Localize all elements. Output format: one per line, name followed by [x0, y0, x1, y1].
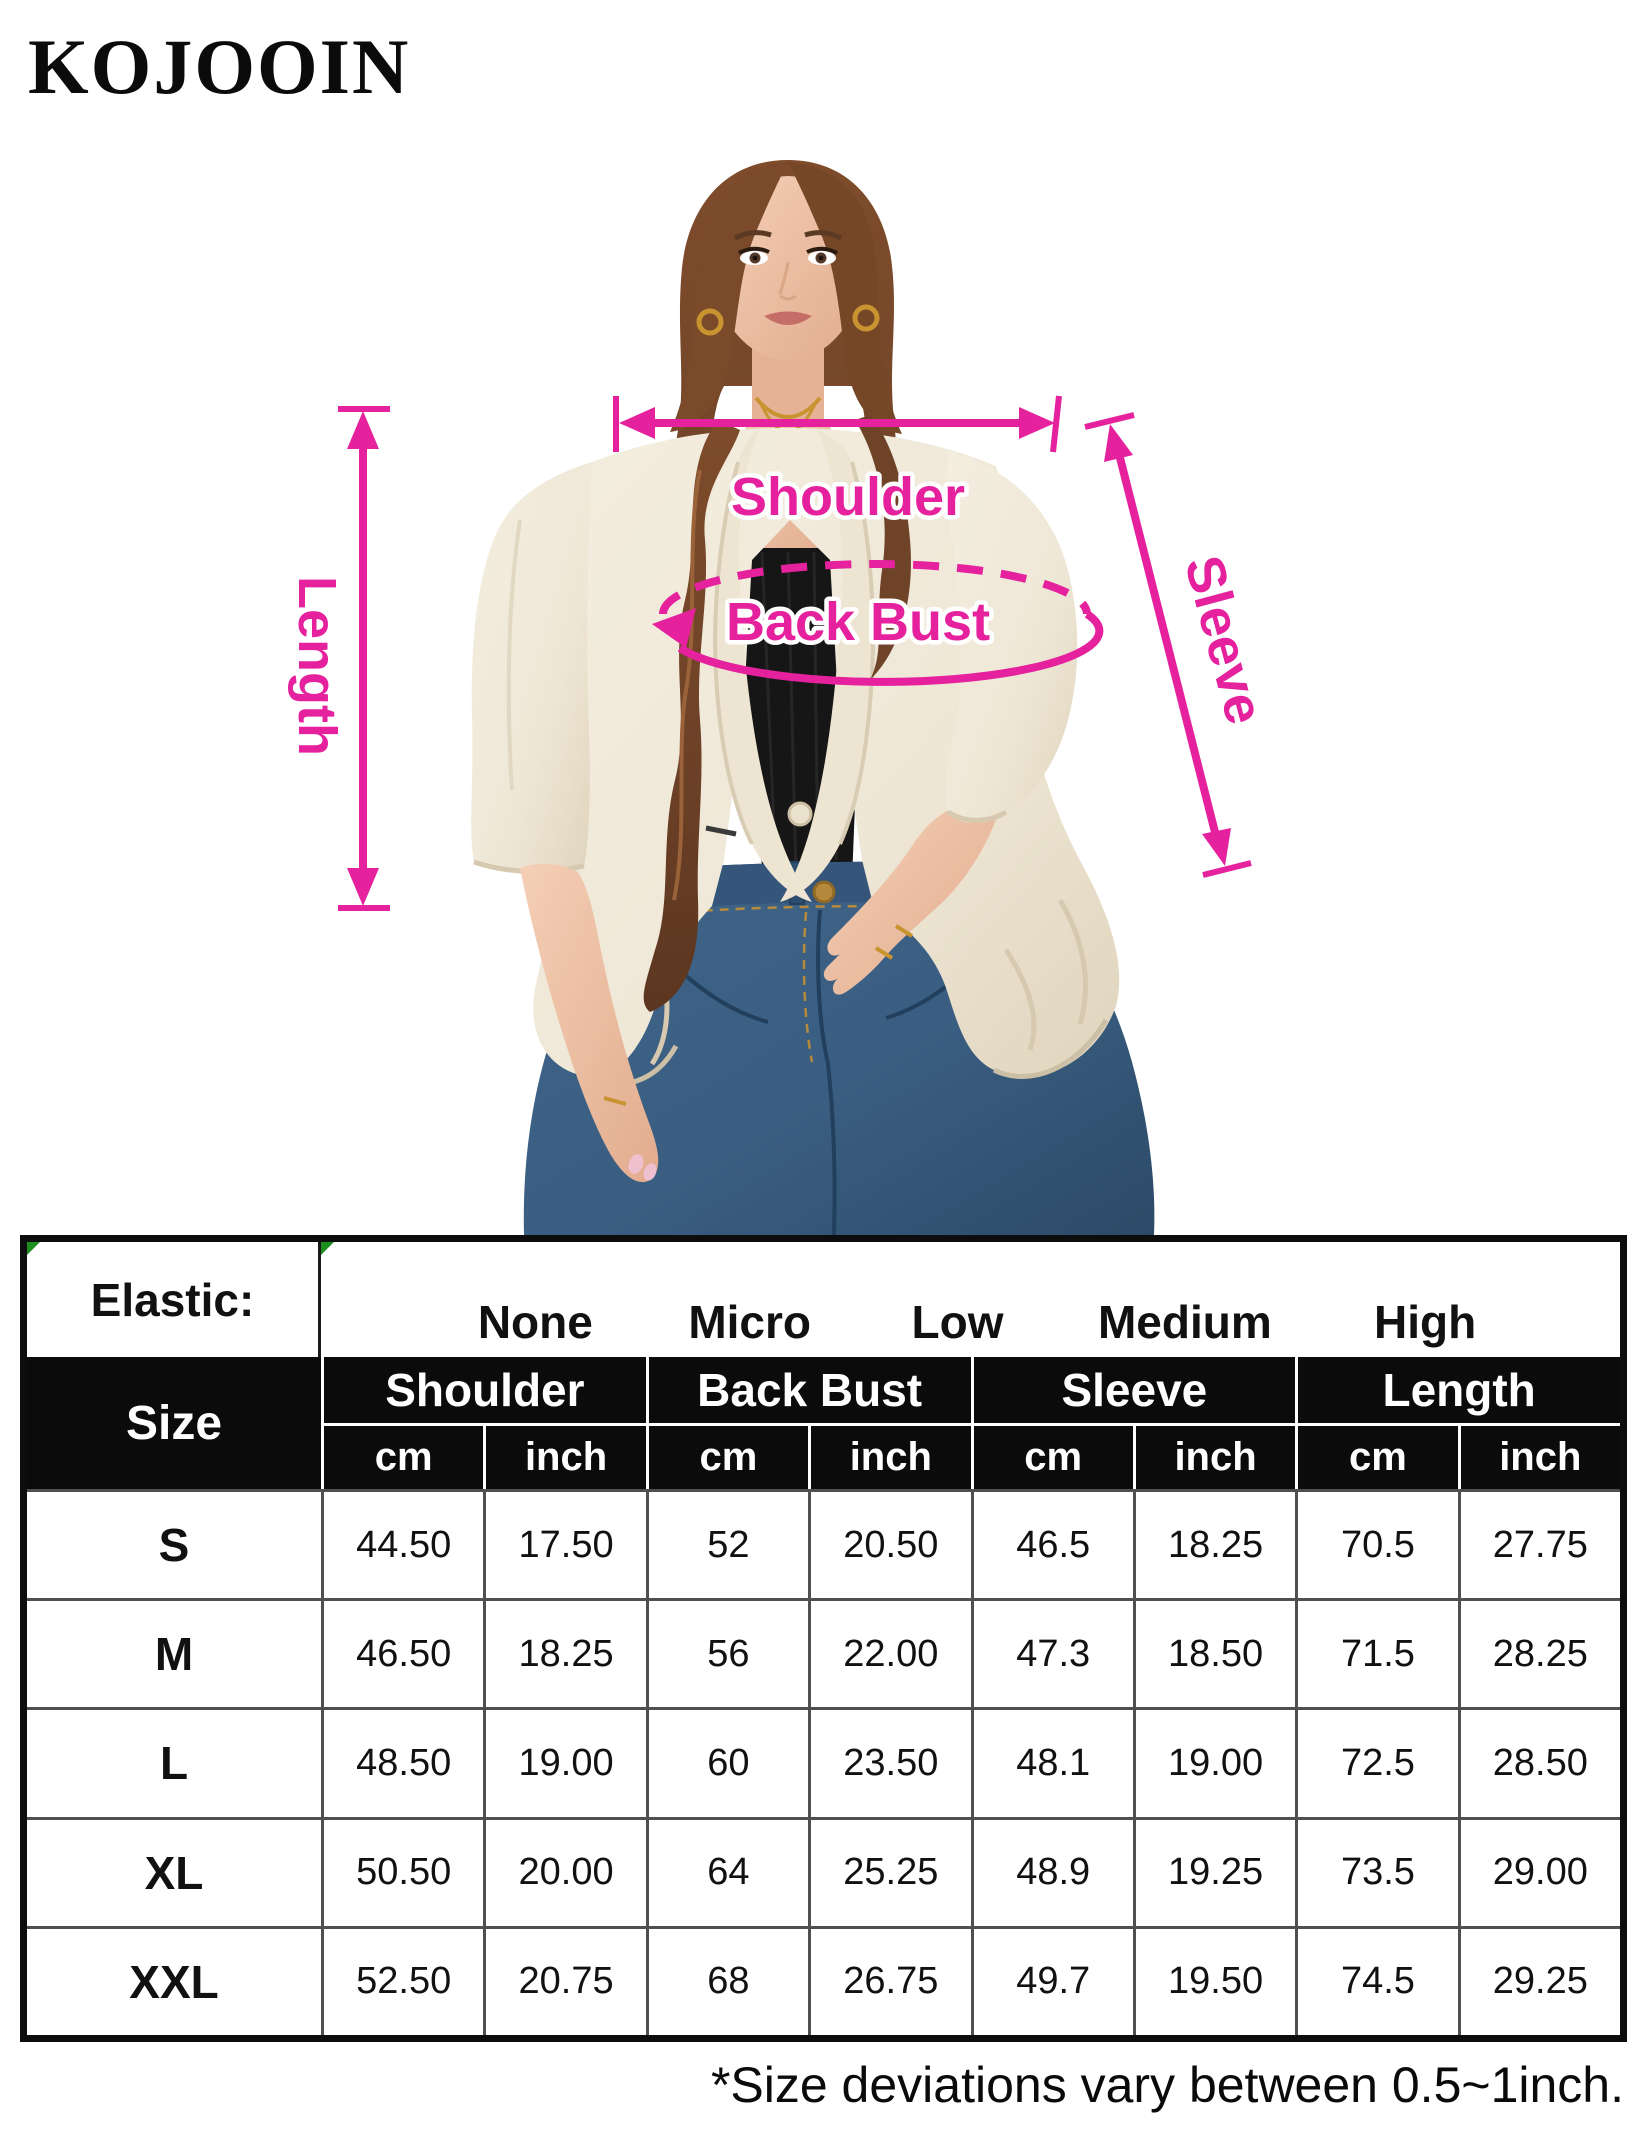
value-cell: 20.75: [483, 1926, 645, 2035]
value-cell: 28.50: [1458, 1707, 1620, 1816]
group-header-back-bust: Back Bust: [646, 1357, 971, 1423]
blazer-button: [789, 803, 811, 825]
value-cell: 25.25: [808, 1817, 970, 1926]
value-cell: 74.5: [1295, 1926, 1457, 2035]
value-cell: 48.1: [971, 1707, 1133, 1816]
elastic-label: [27, 1242, 321, 1357]
value-cell: 50.50: [321, 1817, 483, 1926]
value-cell: 60: [646, 1707, 808, 1816]
value-cell: 44.50: [321, 1489, 483, 1598]
shoulder-label: Shoulder: [730, 467, 966, 527]
elastic-scale: [321, 1242, 1620, 1357]
unit-header-cm: cm: [646, 1423, 808, 1489]
value-cell: 68: [646, 1926, 808, 2035]
value-cell: 27.75: [1458, 1489, 1620, 1598]
size-cell: M: [27, 1598, 321, 1707]
value-cell: 29.00: [1458, 1817, 1620, 1926]
value-cell: 20.50: [808, 1489, 970, 1598]
sleeve-left: [471, 462, 592, 873]
value-cell: 48.9: [971, 1817, 1133, 1926]
value-cell: 28.25: [1458, 1598, 1620, 1707]
value-cell: 22.00: [808, 1598, 970, 1707]
size-deviation-note: *Size deviations vary between 0.5~1inch.: [710, 2057, 1624, 2113]
size-cell: XL: [27, 1817, 321, 1926]
unit-header-cm: cm: [321, 1423, 483, 1489]
size-cell: S: [27, 1489, 321, 1598]
group-header-length: Length: [1295, 1357, 1620, 1423]
length-label: Length: [287, 576, 347, 756]
value-cell: 72.5: [1295, 1707, 1457, 1816]
elastic-level-low: Low: [911, 1296, 1004, 1348]
value-cell: 20.00: [483, 1817, 645, 1926]
unit-header-inch: inch: [483, 1423, 645, 1489]
value-cell: 19.25: [1133, 1817, 1295, 1926]
jeans-button: [814, 882, 834, 902]
value-cell: 52.50: [321, 1926, 483, 2035]
value-cell: 70.5: [1295, 1489, 1457, 1598]
elastic-level-none: None: [477, 1296, 593, 1348]
group-header-shoulder: Shoulder: [321, 1357, 646, 1423]
value-cell: 47.3: [971, 1598, 1133, 1707]
elastic-level-high: High: [1374, 1296, 1477, 1348]
back-bust-label: Back Bust: [725, 592, 991, 652]
unit-header-cm: cm: [1295, 1423, 1457, 1489]
size-column-header: Size: [27, 1357, 321, 1489]
unit-header-inch: inch: [1458, 1423, 1620, 1489]
value-cell: 52: [646, 1489, 808, 1598]
unit-header-cm: cm: [971, 1423, 1133, 1489]
value-cell: 73.5: [1295, 1817, 1457, 1926]
value-cell: 29.25: [1458, 1926, 1620, 2035]
size-cell: XXL: [27, 1926, 321, 2035]
brand-logo: KOJOOIN: [28, 23, 411, 110]
value-cell: 19.00: [483, 1707, 645, 1816]
value-cell: 17.50: [483, 1489, 645, 1598]
value-cell: 56: [646, 1598, 808, 1707]
value-cell: 48.50: [321, 1707, 483, 1816]
unit-header-inch: inch: [1133, 1423, 1295, 1489]
elastic-level-micro: Micro: [688, 1296, 811, 1348]
size-chart-table: [20, 1235, 1627, 2042]
value-cell: 23.50: [808, 1707, 970, 1816]
value-cell: 18.25: [483, 1598, 645, 1707]
unit-header-inch: inch: [808, 1423, 970, 1489]
value-cell: 64: [646, 1817, 808, 1926]
value-cell: 46.50: [321, 1598, 483, 1707]
value-cell: 26.75: [808, 1926, 970, 2035]
value-cell: 19.00: [1133, 1707, 1295, 1816]
elastic-label-text: Elastic:: [90, 1273, 255, 1326]
value-cell: 19.50: [1133, 1926, 1295, 2035]
value-cell: 49.7: [971, 1926, 1133, 2035]
value-cell: 18.50: [1133, 1598, 1295, 1707]
value-cell: 18.25: [1133, 1489, 1295, 1598]
group-header-sleeve: Sleeve: [971, 1357, 1296, 1423]
size-cell: L: [27, 1707, 321, 1816]
value-cell: 46.5: [971, 1489, 1133, 1598]
value-cell: 71.5: [1295, 1598, 1457, 1707]
sleeve-label: Sleeve: [1172, 549, 1276, 731]
model-photo: [471, 160, 1154, 1235]
elastic-level-medium: Medium: [1097, 1296, 1272, 1348]
